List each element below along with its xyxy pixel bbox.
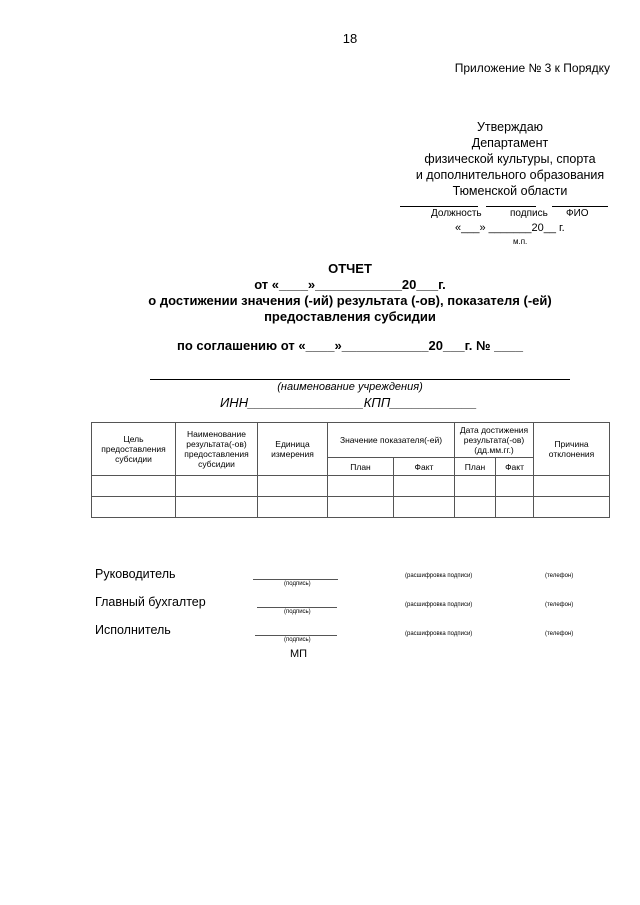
table-cell[interactable] [534, 497, 610, 518]
table-cell[interactable] [176, 476, 258, 497]
phone-caption: (телефон) [545, 602, 574, 608]
table-cell[interactable] [394, 476, 455, 497]
table-cell[interactable] [496, 476, 534, 497]
institution-line [150, 379, 570, 380]
decode-caption: (расшифровка подписи) [405, 573, 473, 579]
table-cell[interactable] [394, 497, 455, 518]
appendix-note: Приложение № 3 к Порядку [454, 61, 610, 75]
table-cell[interactable] [455, 476, 496, 497]
stamp-place: м.п. [513, 237, 528, 246]
header-plan: План [328, 458, 394, 476]
approval-date: «___» _______20__ г. [455, 222, 565, 234]
stamp-place-bottom: МП [290, 648, 308, 660]
table-row [92, 476, 610, 497]
header-goal: Цель предоставления субсидии [92, 423, 176, 476]
name-line [552, 206, 608, 207]
sign-line [257, 607, 337, 608]
header-result-name: Наименование результата(-ов) предоставления субсидии [176, 423, 258, 476]
role-executor: Исполнитель [95, 623, 171, 637]
phone-caption: (телефон) [545, 631, 574, 637]
institution-label: (наименование учреждения) [277, 381, 423, 393]
approval-line: Утверждаю [476, 120, 544, 134]
sign-caption: (подпись) [284, 609, 311, 615]
decode-caption: (расшифровка подписи) [405, 631, 473, 637]
header-achievement-date: Дата достижения результата(-ов) (дд.мм.гг.) [455, 423, 534, 458]
page-number: 18 [342, 31, 358, 46]
approval-line: и дополнительного образования [415, 168, 605, 182]
phone-caption: (телефон) [545, 573, 574, 579]
agreement-line: по соглашению от «____»____________20___г. № ____ [176, 338, 524, 353]
table-cell[interactable] [92, 497, 176, 518]
sign-line [253, 579, 338, 580]
signature-line [486, 206, 536, 207]
table-cell[interactable] [92, 476, 176, 497]
approval-line: Тюменской области [452, 184, 568, 198]
table-cell[interactable] [258, 497, 328, 518]
report-table [91, 422, 610, 518]
role-head: Руководитель [95, 567, 176, 581]
report-subject-line: о достижении значения (-ий) результата (-ов), показателя (-ей) [148, 293, 552, 308]
report-date: от «____»____________20___г. [254, 277, 446, 292]
position-line [400, 206, 478, 207]
name-label: ФИО [566, 208, 589, 219]
header-unit: Единица измерения [258, 423, 328, 476]
report-heading: ОТЧЕТ [328, 261, 372, 276]
table-cell[interactable] [496, 497, 534, 518]
table-row [92, 497, 610, 518]
table-cell[interactable] [534, 476, 610, 497]
signature-label: подпись [510, 208, 548, 219]
header-reason: Причина отклонения [534, 423, 610, 476]
table-cell[interactable] [258, 476, 328, 497]
table-cell[interactable] [455, 497, 496, 518]
header-fact-date: Факт [496, 458, 534, 476]
header-plan-date: План [455, 458, 496, 476]
sign-caption: (подпись) [284, 637, 311, 643]
sign-line [255, 635, 337, 636]
decode-caption: (расшифровка подписи) [405, 602, 473, 608]
sign-caption: (подпись) [284, 581, 311, 587]
position-label: Должность [431, 208, 482, 219]
role-chief-accountant: Главный бухгалтер [95, 595, 206, 609]
header-fact: Факт [394, 458, 455, 476]
header-indicator-value: Значение показателя(-ей) [328, 423, 455, 458]
report-subject-line: предоставления субсидии [264, 309, 436, 324]
approval-block [400, 119, 620, 199]
inn-kpp: ИНН________________КПП____________ [220, 395, 478, 410]
table-cell[interactable] [176, 497, 258, 518]
table-cell[interactable] [328, 476, 394, 497]
table-cell[interactable] [328, 497, 394, 518]
approval-line: Департамент [471, 136, 549, 150]
approval-line: физической культуры, спорта [424, 152, 596, 166]
